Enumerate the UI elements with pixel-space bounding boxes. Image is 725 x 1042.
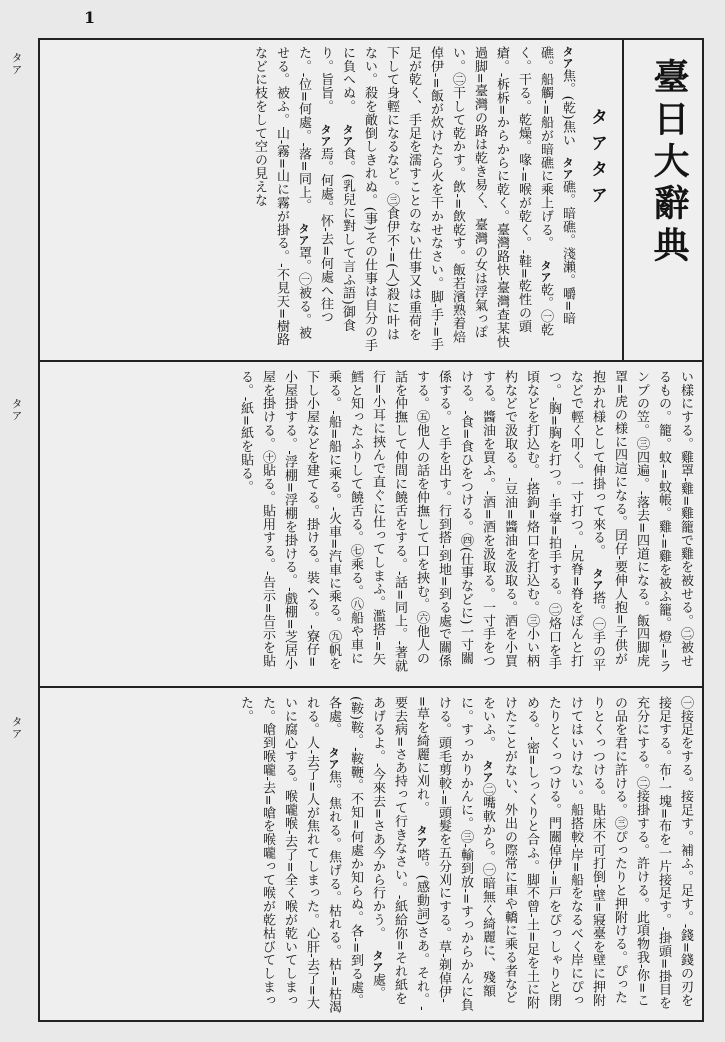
definition-text: 處。(鞍)鞍。-鞍鞭。不知=何處か知らぬ。各-=到る處。各處。 <box>326 696 385 1008</box>
definition-text: 焉。何處。怀-去=何處へ往つた。-位=何處。-落=同上。 <box>296 46 333 324</box>
entry <box>238 370 605 672</box>
definition-text: 乾。㊀乾く。干る。乾燥。喙-=喉が乾く。-鞋=乾性の頭瘡。-柝柝=からからに乾く。臺灣路快-臺灣查某快過脚=臺灣の路は乾き易く、臺灣の女は浮氣っぽい。㊁干して乾かす。飲-=飲乾す。飯若濱熟着焙倬伊-=飯が炊けたら火を干かせなさい。脚-手-=手足が乾く、手足を濡すことのない仕事又は重荷を下して身輕になるなど。㊂食伊不-=(人)殺に叶はない。殺を敵倒しきれぬ。(事)その仕事は自分の手に負へぬ。 <box>340 46 553 352</box>
entry <box>340 46 553 352</box>
headword: タア <box>319 123 332 147</box>
middle-block-text <box>48 370 696 678</box>
definition-text: 焦。(乾)焦い <box>560 68 575 147</box>
top-block-text <box>48 46 578 352</box>
definition-text: 罩。㊀被る。被せる。被ふ。山-霧=山に霧が掛る。-不見天=樹路などに枝をして空の見えな <box>252 46 311 347</box>
definition-text: 焦。焦れる。焦げる。枯れる。枯-=枯渴れる。人-去了=人が焦れてしまった。心肝-去了=大いに腐心する。喉嚨喉-去了=全く喉が乾いてしまった。嗆到喉嚨-去=嗆を喉嚨って喉が乾枯びてしまった。 <box>238 696 341 1014</box>
block-divider-upper <box>38 360 704 362</box>
definition-text: 食。(乳兒に對して言ふ語)御食り。旨旨。 <box>318 46 355 332</box>
margin-label-bottom: タア <box>10 716 23 740</box>
definition-text: 礁。暗礁。淺瀨。嚼=暗礁。船觸-=船が暗礁に乘上げる。 <box>538 46 575 326</box>
entry <box>560 46 575 147</box>
page-number: 1 <box>84 8 96 27</box>
entry <box>238 696 341 1013</box>
definition-text: 嗒。(感動詞)さあ。それ。-要去病=さあ持って行きなさい。-紙給你=それ紙をあげるよ。-今來去=さあ今から行かう。 <box>370 696 429 1011</box>
headword: タア <box>297 222 310 246</box>
headword: タア <box>481 760 494 783</box>
definition-text: い樣にする。雞罩-雞=雞籠で雞を被せる。㊁被せるもの。籠。蚊-=蚊帳。雞-=雞を被ふ籠。燈-=ランプの笠。㊂四遍。-落去=四道になる。飯四脚虎罩=虎の様に四這になる。囝仔-要伸人抱=子供が抱かれ様として伸掛って來る。 <box>590 370 693 673</box>
headword: タア <box>371 950 384 974</box>
definition-text: ㊁嘴軟から。㊀暗無く綺麗に、殘額に。すっかりかんに。㊂-輸到放-=すっからかんに負ける。頭毛剪較-=頭髮を五分刈にする。草-剃倬伊-=草を綺麗に刈れ。 <box>414 696 495 1012</box>
headword: タア <box>539 260 552 284</box>
margin-label-top: タア <box>10 52 23 76</box>
entry <box>480 696 693 1010</box>
block-divider-lower <box>38 686 704 688</box>
title-column-divider <box>622 38 624 360</box>
headword: タア <box>341 123 354 147</box>
dictionary-title: 臺日大辭典 <box>648 58 689 268</box>
definition-text: 搭。㊀手の平などで輕く叩く。一寸打つ。-尻脊=脊をぽんと打つ。-胸=胸を打つ。-手掌=拍手する。㊁烙口を手頃などを打込む。-搭鉤=烙口を打込む。㊂小い柄杓などで汲取る。-豆油=醬油を汲取る。酒を小買する。醬油を買ふ。-酒=酒を汲取る。一寸手をつける。-食=食ひをつける。㊃(仕事などに)一寸關係する。と手を出す。行到搭-到地=到る處で關係する。㊄他人の話を仲撫して口を挾む。㊅他人の話を仲撫して仲間に饒舌をする。-話=同上。-著就行=小耳に挾んで直ぐに仕ってしまふ。濫搭-=矢鱈と知ったふりして饒舌る。㊆乘る。㊇船や車に乘る。-船=船に乘る。-火車=汽車に乘る。㊈帆を下し小屋などを建てる。掛ける。裝へる。-寮仔=小屋掛する。-浮棚=浮棚を掛ける。-戲棚=芝居小屋を掛ける。㊉貼る。貼用する。-告示=告示を貼る。-紙=紙を貼る。 <box>238 370 605 673</box>
margin-label-middle: タア <box>10 398 23 422</box>
headword: タア <box>415 825 428 848</box>
headword: タア <box>561 46 574 69</box>
headword: タア <box>327 746 340 770</box>
definition-text: ㊀接足をする。接足す。補ふ。足す。-錢=錢の刃を接足する。布-一塊=布を一片接足す。-掛頭=掛目を充分にする。㊁接掛する。許ける。此項物我-你=この品を君に許ける。㊂ぴったりと押附ける。ぴったりとくっつける。貼床不可打倒-壁=寢臺を壁に押附けてはいけない。船搭較-岸=船をなるべく岸にぴったりとくっつける。門關倬伊-=戸をぴっしゃりと閉める。-密=しっくりと合ふ。脚不曾-土=足を土に附けたことがない、外出の際常に車や轎に乘る者などをいふ。 <box>480 696 693 1010</box>
bottom-block-text <box>48 696 696 1014</box>
headword: タア <box>561 157 574 181</box>
headword: タア <box>591 568 604 591</box>
entry <box>590 370 693 673</box>
section-heading: タアタア <box>587 108 607 212</box>
